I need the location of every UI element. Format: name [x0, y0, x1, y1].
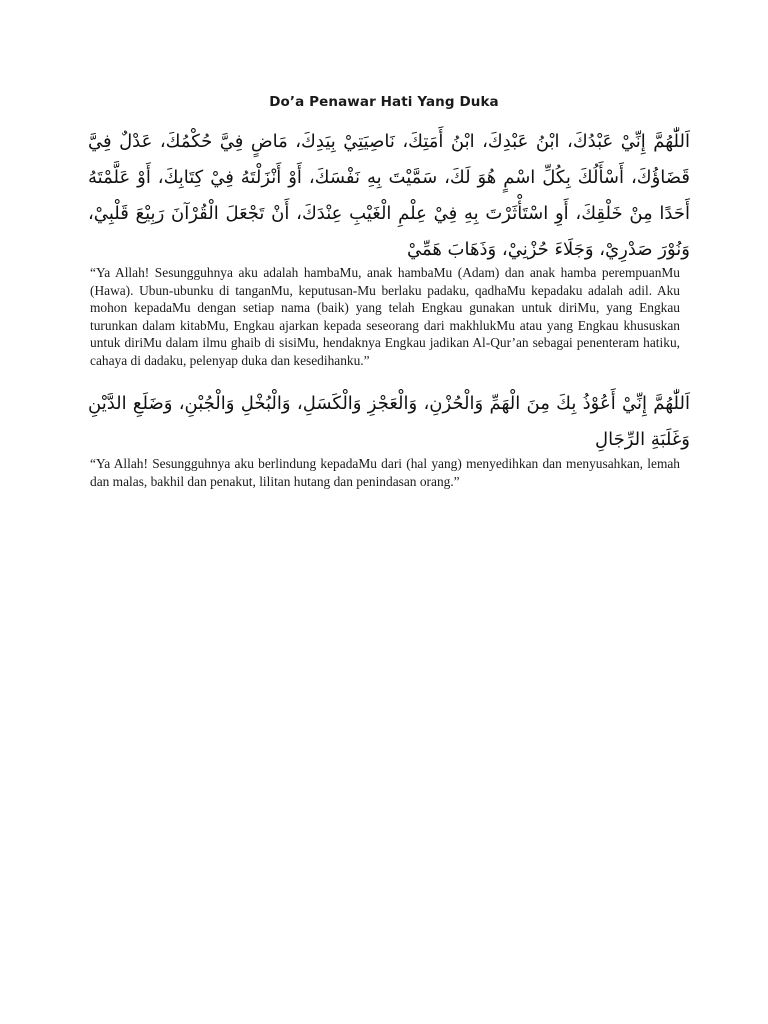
translation-paragraph-2: “Ya Allah! Sesungguhnya aku berlindung kepadaMu dari (hal yang) menyedihkan dan menyusahkan, lemah dan malas, bakhil dan penakut, lilitan hutang dan penindasan orang.” [90, 456, 680, 489]
arabic-prayer-1: اَللّٰهُمَّ إِنِّيْ عَبْدُكَ، ابْنُ عَبْدِكَ، ابْنُ أَمَتِكَ، نَاصِيَتِيْ بِيَدِكَ، مَاضٍ فِيَّ حُكْمُكَ، عَدْلٌ فِيَّ قَضَاؤُكَ، أَسْأَلُكَ بِكُلِّ اسْمٍ هُوَ لَكَ، سَمَّيْتَ بِهِ نَفْسَكَ، أَوْ أَنْزَلْتَهُ فِيْ كِتَابِكَ، أَوْ عَلَّمْتَهُ أَحَدًا مِنْ خَلْقِكَ، أَوِ اسْتَأْثَرْتَ بِهِ فِيْ عِلْمِ الْغَيْبِ عِنْدَكَ، أَنْ تَجْعَلَ الْقُرْآنَ رَبِيْعَ قَلْبِيْ، وَنُوْرَ صَدْرِيْ، وَجَلَاءَ حُزْنِيْ، وَذَهَابَ هَمِّيْ [88, 131, 690, 260]
page-title: Do’a Penawar Hati Yang Duka [269, 94, 499, 110]
arabic-prayer-2: اَللّٰهُمَّ إِنِّيْ أَعُوْذُ بِكَ مِنَ الْهَمِّ وَالْحُزْنِ، وَالْعَجْزِ وَالْكَسَلِ، وَالْبُخْلِ وَالْجُبْنِ، وَضَلَعِ الدَّيْنِ وَغَلَبَةِ الرِّجَالِ [88, 393, 690, 450]
translation-paragraph-1: “Ya Allah! Sesungguhnya aku adalah hambaMu, anak hambaMu (Adam) dan anak hamba perempuanMu (Hawa). Ubun-ubunku di tanganMu, keputusan-Mu berlaku padaku, qadhaMu kepadaku adalah adil. Aku mohon kepadaMu dengan setiap nama (baik) yang telah Engkau gunakan untuk diriMu, yang Engkau turunkan dalam kitabMu, Engkau ajarkan kepada seseorang dari makhlukMu atau yang Engkau khususkan untuk diriMu dalam ilmu ghaib di sisiMu, hendaknya Engkau jadikan Al-Qur’an sebagai penenteram hatiku, cahaya di dadaku, pelenyap duka dan kesedihanku.” [90, 265, 680, 368]
